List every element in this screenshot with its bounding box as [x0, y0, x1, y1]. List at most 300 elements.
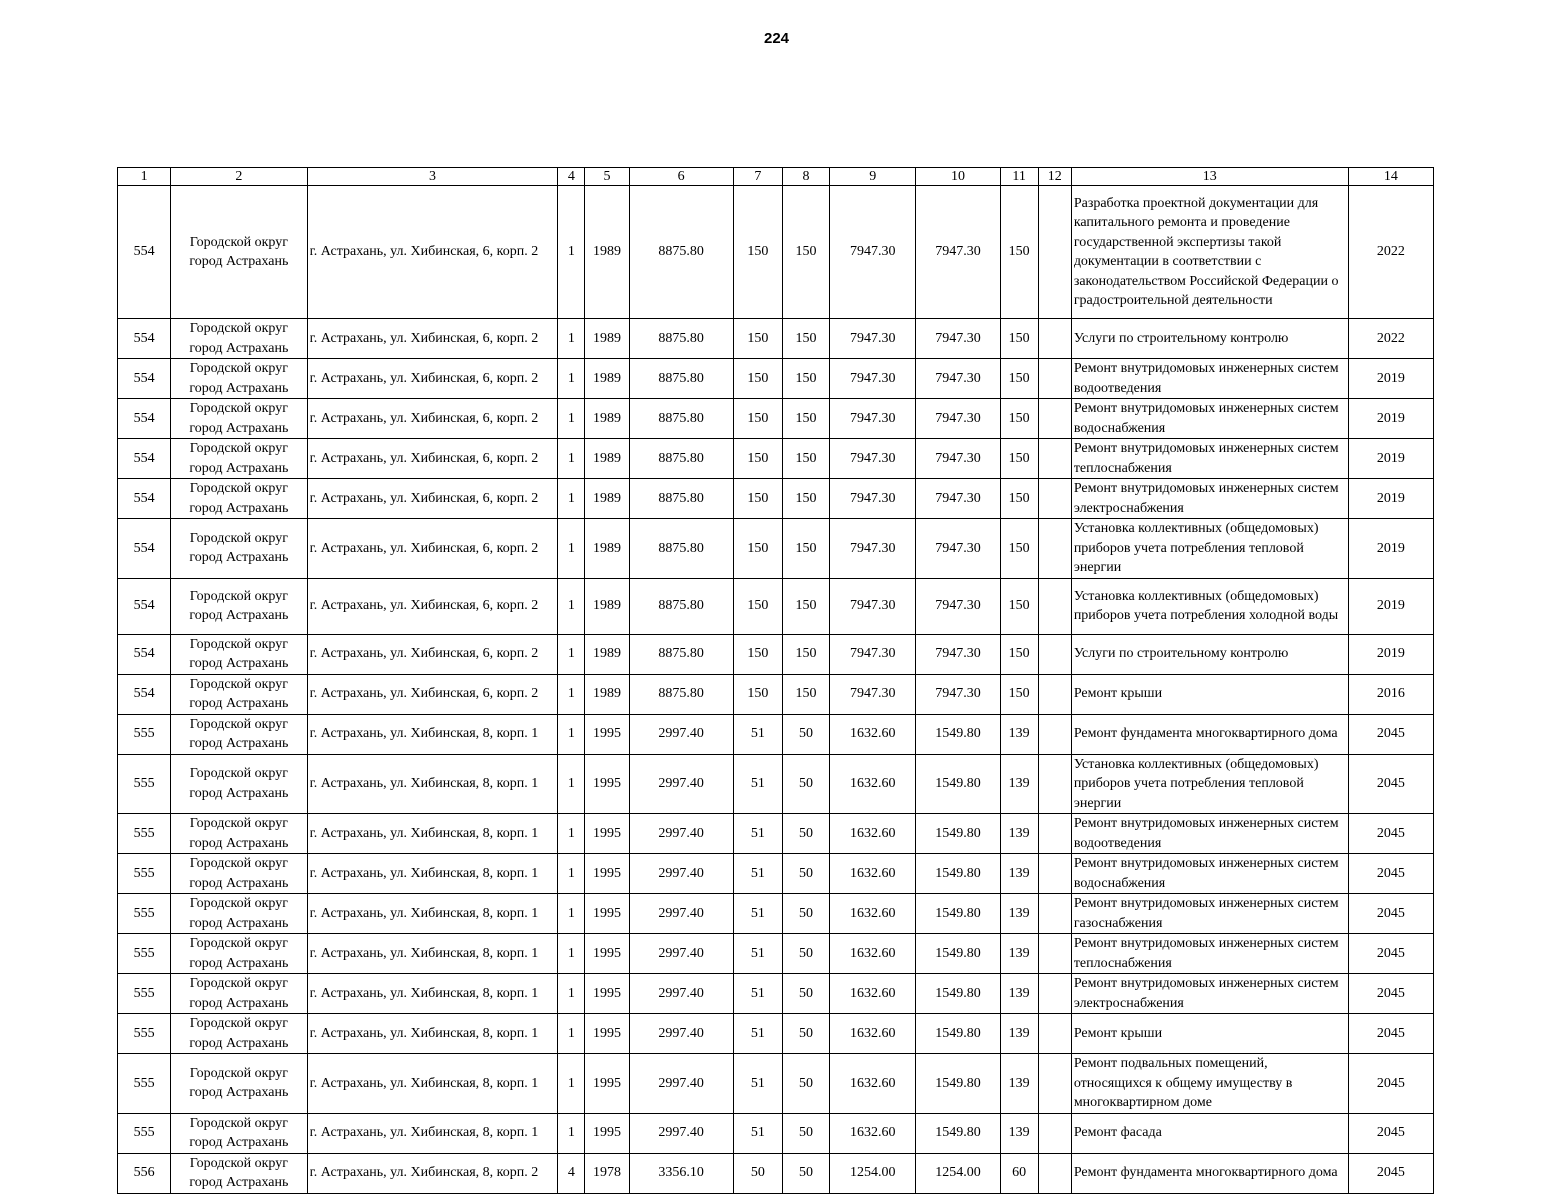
work-type-text: Установка коллективных (общедомовых) приборов учета потребления тепловой энергии — [1073, 756, 1319, 811]
table-row — [118, 674, 1434, 714]
col10-cell: 7947.30 — [916, 674, 1000, 714]
col12-cell — [1038, 894, 1071, 934]
col12-cell — [1038, 399, 1071, 439]
row-number-cell: 554 — [118, 399, 171, 439]
col10-cell: 7947.30 — [916, 399, 1000, 439]
col4-cell: 1 — [558, 714, 585, 754]
row-number-cell: 555 — [118, 714, 171, 754]
municipality-text: Городской округ город Астрахань — [189, 716, 289, 751]
col7-cell: 51 — [733, 894, 782, 934]
address-cell — [307, 754, 558, 814]
municipality-text: Городской округ город Астрахань — [189, 636, 289, 671]
col11-cell: 139 — [1000, 1113, 1038, 1153]
municipality-cell — [171, 1113, 307, 1153]
work-type-text: Ремонт внутридомовых инженерных систем теплоснабжения — [1073, 441, 1339, 476]
row-number-cell: 554 — [118, 479, 171, 519]
col9-cell: 7947.30 — [830, 479, 916, 519]
total-area-cell: 2997.40 — [629, 1054, 733, 1114]
address-text: г. Астрахань, ул. Хибинская, 8, корп. 2 — [309, 1165, 539, 1181]
total-area-cell: 8875.80 — [629, 634, 733, 674]
municipality-cell — [171, 319, 307, 359]
total-area-cell: 8875.80 — [629, 319, 733, 359]
municipality-text: Городской округ город Астрахань — [189, 1115, 289, 1150]
col8-cell: 50 — [782, 974, 829, 1014]
year-cell: 1989 — [585, 634, 629, 674]
municipality-cell — [171, 186, 307, 319]
col7-cell: 150 — [733, 439, 782, 479]
col8-cell: 150 — [782, 674, 829, 714]
work-type-cell — [1071, 714, 1348, 754]
col7-cell: 51 — [733, 974, 782, 1014]
row-number-cell: 554 — [118, 634, 171, 674]
row-number-cell: 555 — [118, 894, 171, 934]
address-cell — [307, 439, 558, 479]
col10-cell: 7947.30 — [916, 519, 1000, 579]
col11-cell: 150 — [1000, 519, 1038, 579]
total-area-cell: 2997.40 — [629, 854, 733, 894]
total-area-cell: 2997.40 — [629, 1014, 733, 1054]
municipality-cell — [171, 399, 307, 439]
col11-cell: 139 — [1000, 1054, 1038, 1114]
year-cell: 1995 — [585, 814, 629, 854]
plan-year-cell: 2045 — [1348, 714, 1433, 754]
address-text: г. Астрахань, ул. Хибинская, 6, корп. 2 — [309, 490, 539, 506]
col7-cell: 51 — [733, 754, 782, 814]
address-cell — [307, 714, 558, 754]
municipality-text: Городской округ город Астрахань — [189, 1065, 289, 1101]
col10-cell: 7947.30 — [916, 359, 1000, 399]
work-type-text: Ремонт внутридомовых инженерных систем водоснабжения — [1073, 401, 1339, 436]
col12-cell — [1038, 814, 1071, 854]
table-row — [118, 814, 1434, 854]
work-type-text: Ремонт крыши — [1073, 1025, 1163, 1041]
address-cell — [307, 1014, 558, 1054]
year-cell: 1995 — [585, 934, 629, 974]
work-type-cell — [1071, 359, 1348, 399]
col10-cell: 1549.80 — [916, 894, 1000, 934]
row-number-cell: 555 — [118, 1113, 171, 1153]
table-row — [118, 439, 1434, 479]
column-header-7: 7 — [733, 168, 782, 186]
year-cell: 1995 — [585, 854, 629, 894]
address-cell — [307, 319, 558, 359]
col12-cell — [1038, 934, 1071, 974]
total-area-cell: 2997.40 — [629, 714, 733, 754]
col7-cell: 51 — [733, 934, 782, 974]
column-header-5: 5 — [585, 168, 629, 186]
work-type-text: Ремонт внутридомовых инженерных систем водоснабжения — [1073, 856, 1339, 891]
row-number-cell: 555 — [118, 854, 171, 894]
year-cell: 1989 — [585, 319, 629, 359]
plan-year-cell: 2045 — [1348, 1054, 1433, 1114]
col10-cell: 7947.30 — [916, 479, 1000, 519]
address-text: г. Астрахань, ул. Хибинская, 6, корп. 2 — [309, 410, 539, 426]
col4-cell: 1 — [558, 359, 585, 399]
work-type-cell — [1071, 754, 1348, 814]
address-cell — [307, 1153, 558, 1193]
col8-cell: 50 — [782, 814, 829, 854]
municipality-text: Городской округ город Астрахань — [189, 976, 289, 1011]
col11-cell: 150 — [1000, 359, 1038, 399]
col8-cell: 50 — [782, 894, 829, 934]
table-row — [118, 754, 1434, 814]
total-area-cell: 8875.80 — [629, 578, 733, 634]
municipality-cell — [171, 1054, 307, 1114]
municipality-cell — [171, 634, 307, 674]
col10-cell: 1549.80 — [916, 934, 1000, 974]
col8-cell: 50 — [782, 1113, 829, 1153]
plan-year-cell: 2045 — [1348, 974, 1433, 1014]
col10-cell: 1549.80 — [916, 1113, 1000, 1153]
column-header-11: 11 — [1000, 168, 1038, 186]
total-area-cell: 8875.80 — [629, 674, 733, 714]
table-row — [118, 479, 1434, 519]
work-type-cell — [1071, 1014, 1348, 1054]
col8-cell: 150 — [782, 479, 829, 519]
municipality-cell — [171, 578, 307, 634]
plan-year-cell: 2019 — [1348, 578, 1433, 634]
address-cell — [307, 1113, 558, 1153]
work-type-text: Ремонт фасада — [1073, 1125, 1162, 1141]
address-cell — [307, 399, 558, 439]
col8-cell: 50 — [782, 754, 829, 814]
col12-cell — [1038, 319, 1071, 359]
col11-cell: 60 — [1000, 1153, 1038, 1193]
table-row — [118, 1153, 1434, 1193]
col7-cell: 51 — [733, 854, 782, 894]
col11-cell: 139 — [1000, 854, 1038, 894]
year-cell: 1978 — [585, 1153, 629, 1193]
year-cell: 1989 — [585, 439, 629, 479]
plan-year-cell: 2045 — [1348, 1014, 1433, 1054]
col4-cell: 1 — [558, 186, 585, 319]
row-number-cell: 555 — [118, 934, 171, 974]
address-cell — [307, 578, 558, 634]
work-type-cell — [1071, 578, 1348, 634]
year-cell: 1989 — [585, 479, 629, 519]
column-header-2: 2 — [171, 168, 307, 186]
address-text: г. Астрахань, ул. Хибинская, 8, корп. 1 — [309, 905, 539, 921]
col8-cell: 50 — [782, 1153, 829, 1193]
work-type-cell — [1071, 894, 1348, 934]
address-cell — [307, 479, 558, 519]
col4-cell: 1 — [558, 754, 585, 814]
plan-year-cell: 2019 — [1348, 634, 1433, 674]
work-type-cell — [1071, 814, 1348, 854]
col8-cell: 150 — [782, 359, 829, 399]
col12-cell — [1038, 714, 1071, 754]
column-header-9: 9 — [830, 168, 916, 186]
col11-cell: 150 — [1000, 479, 1038, 519]
col7-cell: 150 — [733, 359, 782, 399]
address-text: г. Астрахань, ул. Хибинская, 6, корп. 2 — [309, 540, 539, 556]
address-text: г. Астрахань, ул. Хибинская, 8, корп. 1 — [309, 1125, 539, 1141]
municipality-text: Городской округ город Астрахань — [189, 856, 289, 891]
work-type-text: Ремонт внутридомовых инженерных систем водоотведения — [1073, 361, 1339, 396]
col7-cell: 51 — [733, 1014, 782, 1054]
total-area-cell: 2997.40 — [629, 974, 733, 1014]
work-type-cell — [1071, 439, 1348, 479]
row-number-cell: 554 — [118, 359, 171, 399]
col9-cell: 7947.30 — [830, 186, 916, 319]
address-text: г. Астрахань, ул. Хибинская, 8, корп. 1 — [309, 1075, 539, 1091]
col12-cell — [1038, 854, 1071, 894]
year-cell: 1989 — [585, 399, 629, 439]
col7-cell: 150 — [733, 578, 782, 634]
col9-cell: 7947.30 — [830, 634, 916, 674]
header-row — [118, 168, 1434, 186]
address-cell — [307, 974, 558, 1014]
work-type-cell — [1071, 1153, 1348, 1193]
address-cell — [307, 186, 558, 319]
table-row — [118, 854, 1434, 894]
row-number-cell: 554 — [118, 674, 171, 714]
row-number-cell: 555 — [118, 974, 171, 1014]
total-area-cell: 2997.40 — [629, 1113, 733, 1153]
table-row — [118, 359, 1434, 399]
year-cell: 1989 — [585, 359, 629, 399]
col4-cell: 1 — [558, 814, 585, 854]
row-number-cell: 555 — [118, 754, 171, 814]
col10-cell: 7947.30 — [916, 634, 1000, 674]
year-cell: 1995 — [585, 754, 629, 814]
address-text: г. Астрахань, ул. Хибинская, 8, корп. 1 — [309, 1025, 539, 1041]
col10-cell: 7947.30 — [916, 319, 1000, 359]
work-type-text: Ремонт внутридомовых инженерных систем электроснабжения — [1073, 481, 1339, 516]
col12-cell — [1038, 359, 1071, 399]
total-area-cell: 8875.80 — [629, 399, 733, 439]
col12-cell — [1038, 634, 1071, 674]
plan-year-cell: 2045 — [1348, 1153, 1433, 1193]
col11-cell: 150 — [1000, 399, 1038, 439]
column-header-8: 8 — [782, 168, 829, 186]
row-number-cell: 554 — [118, 578, 171, 634]
col10-cell: 1549.80 — [916, 854, 1000, 894]
column-header-4: 4 — [558, 168, 585, 186]
address-text: г. Астрахань, ул. Хибинская, 6, корп. 2 — [309, 598, 539, 614]
address-cell — [307, 1054, 558, 1114]
municipality-cell — [171, 1153, 307, 1193]
col11-cell: 150 — [1000, 578, 1038, 634]
col10-cell: 1549.80 — [916, 1054, 1000, 1114]
municipality-text: Городской округ город Астрахань — [189, 816, 289, 851]
col11-cell: 139 — [1000, 714, 1038, 754]
municipality-text: Городской округ город Астрахань — [189, 936, 289, 971]
municipality-text: Городской округ город Астрахань — [189, 1016, 289, 1051]
row-number-cell: 555 — [118, 814, 171, 854]
address-cell — [307, 634, 558, 674]
column-header-14: 14 — [1348, 168, 1433, 186]
col8-cell: 150 — [782, 634, 829, 674]
table-row — [118, 894, 1434, 934]
col9-cell: 7947.30 — [830, 319, 916, 359]
municipality-cell — [171, 754, 307, 814]
col8-cell: 50 — [782, 934, 829, 974]
table-row — [118, 186, 1434, 319]
col4-cell: 1 — [558, 1054, 585, 1114]
col7-cell: 150 — [733, 674, 782, 714]
col4-cell: 1 — [558, 1113, 585, 1153]
col12-cell — [1038, 479, 1071, 519]
col7-cell: 150 — [733, 634, 782, 674]
municipality-text: Городской округ город Астрахань — [189, 441, 289, 476]
municipality-text: Городской округ город Астрахань — [189, 361, 289, 396]
work-type-text: Ремонт внутридомовых инженерных систем электроснабжения — [1073, 976, 1339, 1011]
col8-cell: 150 — [782, 399, 829, 439]
address-text: г. Астрахань, ул. Хибинская, 8, корп. 1 — [309, 825, 539, 841]
table-row — [118, 934, 1434, 974]
plan-year-cell: 2016 — [1348, 674, 1433, 714]
work-type-cell — [1071, 974, 1348, 1014]
col4-cell: 1 — [558, 894, 585, 934]
address-text: г. Астрахань, ул. Хибинская, 8, корп. 1 — [309, 726, 539, 742]
address-text: г. Астрахань, ул. Хибинская, 8, корп. 1 — [309, 776, 539, 791]
row-number-cell: 555 — [118, 1014, 171, 1054]
col12-cell — [1038, 754, 1071, 814]
municipality-cell — [171, 439, 307, 479]
col9-cell: 1254.00 — [830, 1153, 916, 1193]
address-text: г. Астрахань, ул. Хибинская, 6, корп. 2 — [309, 450, 539, 466]
col7-cell: 51 — [733, 714, 782, 754]
year-cell: 1995 — [585, 1014, 629, 1054]
col9-cell: 1632.60 — [830, 1054, 916, 1114]
year-cell: 1989 — [585, 674, 629, 714]
work-type-cell — [1071, 634, 1348, 674]
col11-cell: 150 — [1000, 674, 1038, 714]
address-cell — [307, 894, 558, 934]
col8-cell: 150 — [782, 519, 829, 579]
table-row — [118, 578, 1434, 634]
col10-cell: 7947.30 — [916, 439, 1000, 479]
col10-cell: 1549.80 — [916, 714, 1000, 754]
col10-cell: 1549.80 — [916, 974, 1000, 1014]
col7-cell: 150 — [733, 186, 782, 319]
col9-cell: 1632.60 — [830, 934, 916, 974]
col10-cell: 1254.00 — [916, 1153, 1000, 1193]
col12-cell — [1038, 1054, 1071, 1114]
work-type-text: Ремонт фундамента многоквартирного дома — [1073, 726, 1338, 742]
municipality-cell — [171, 674, 307, 714]
table-row — [118, 634, 1434, 674]
address-cell — [307, 814, 558, 854]
year-cell: 1995 — [585, 1113, 629, 1153]
col4-cell: 1 — [558, 934, 585, 974]
plan-year-cell: 2019 — [1348, 519, 1433, 579]
col7-cell: 50 — [733, 1153, 782, 1193]
municipality-cell — [171, 1014, 307, 1054]
col10-cell: 1549.80 — [916, 814, 1000, 854]
total-area-cell: 8875.80 — [629, 186, 733, 319]
plan-year-cell: 2045 — [1348, 894, 1433, 934]
col12-cell — [1038, 974, 1071, 1014]
col8-cell: 50 — [782, 1054, 829, 1114]
row-number-cell: 554 — [118, 519, 171, 579]
col9-cell: 7947.30 — [830, 359, 916, 399]
total-area-cell: 2997.40 — [629, 814, 733, 854]
plan-year-cell: 2019 — [1348, 439, 1433, 479]
plan-year-cell: 2022 — [1348, 319, 1433, 359]
col8-cell: 150 — [782, 319, 829, 359]
municipality-text: Городской округ город Астрахань — [189, 321, 289, 356]
column-header-12: 12 — [1038, 168, 1071, 186]
plan-year-cell: 2019 — [1348, 479, 1433, 519]
col11-cell: 139 — [1000, 934, 1038, 974]
work-type-text: Услуги по строительному контролю — [1073, 330, 1289, 346]
col4-cell: 1 — [558, 439, 585, 479]
table-row — [118, 519, 1434, 579]
work-type-text: Услуги по строительному контролю — [1073, 646, 1289, 662]
col9-cell: 7947.30 — [830, 519, 916, 579]
municipality-cell — [171, 359, 307, 399]
col11-cell: 139 — [1000, 814, 1038, 854]
col11-cell: 150 — [1000, 439, 1038, 479]
work-type-text: Ремонт внутридомовых инженерных систем водоотведения — [1073, 816, 1339, 851]
municipality-cell — [171, 934, 307, 974]
municipality-text: Городской округ город Астрахань — [189, 401, 289, 436]
municipality-text: Городской округ город Астрахань — [189, 896, 289, 931]
address-text: г. Астрахань, ул. Хибинская, 6, корп. 2 — [309, 370, 539, 386]
row-number-cell: 554 — [118, 439, 171, 479]
municipality-text: Городской округ город Астрахань — [189, 481, 289, 516]
address-cell — [307, 674, 558, 714]
work-type-cell — [1071, 934, 1348, 974]
col9-cell: 1632.60 — [830, 894, 916, 934]
work-type-cell — [1071, 1113, 1348, 1153]
col11-cell: 150 — [1000, 319, 1038, 359]
col11-cell: 139 — [1000, 894, 1038, 934]
work-type-cell — [1071, 479, 1348, 519]
col4-cell: 1 — [558, 319, 585, 359]
year-cell: 1995 — [585, 894, 629, 934]
col8-cell: 50 — [782, 854, 829, 894]
col11-cell: 150 — [1000, 186, 1038, 319]
col10-cell: 7947.30 — [916, 578, 1000, 634]
col8-cell: 50 — [782, 714, 829, 754]
work-type-text: Ремонт фундамента многоквартирного дома — [1073, 1165, 1338, 1181]
col11-cell: 139 — [1000, 1014, 1038, 1054]
address-cell — [307, 934, 558, 974]
col9-cell: 1632.60 — [830, 1014, 916, 1054]
municipality-cell — [171, 814, 307, 854]
col12-cell — [1038, 439, 1071, 479]
col9-cell: 7947.30 — [830, 674, 916, 714]
work-type-cell — [1071, 519, 1348, 579]
municipality-text: Городской округ город Астрахань — [189, 1155, 289, 1190]
plan-year-cell: 2019 — [1348, 399, 1433, 439]
work-type-cell — [1071, 1054, 1348, 1114]
municipality-cell — [171, 854, 307, 894]
table-row — [118, 319, 1434, 359]
column-header-13: 13 — [1071, 168, 1348, 186]
col12-cell — [1038, 674, 1071, 714]
row-number-cell: 556 — [118, 1153, 171, 1193]
col12-cell — [1038, 578, 1071, 634]
col4-cell: 1 — [558, 974, 585, 1014]
col4-cell: 4 — [558, 1153, 585, 1193]
address-text: г. Астрахань, ул. Хибинская, 6, корп. 2 — [309, 646, 539, 662]
year-cell: 1995 — [585, 714, 629, 754]
col7-cell: 150 — [733, 399, 782, 439]
address-text: г. Астрахань, ул. Хибинская, 6, корп. 2 — [309, 330, 539, 346]
municipality-cell — [171, 479, 307, 519]
col9-cell: 7947.30 — [830, 399, 916, 439]
table-row — [118, 1054, 1434, 1114]
col9-cell: 7947.30 — [830, 578, 916, 634]
col8-cell: 150 — [782, 578, 829, 634]
col8-cell: 150 — [782, 439, 829, 479]
year-cell: 1989 — [585, 186, 629, 319]
municipality-cell — [171, 894, 307, 934]
